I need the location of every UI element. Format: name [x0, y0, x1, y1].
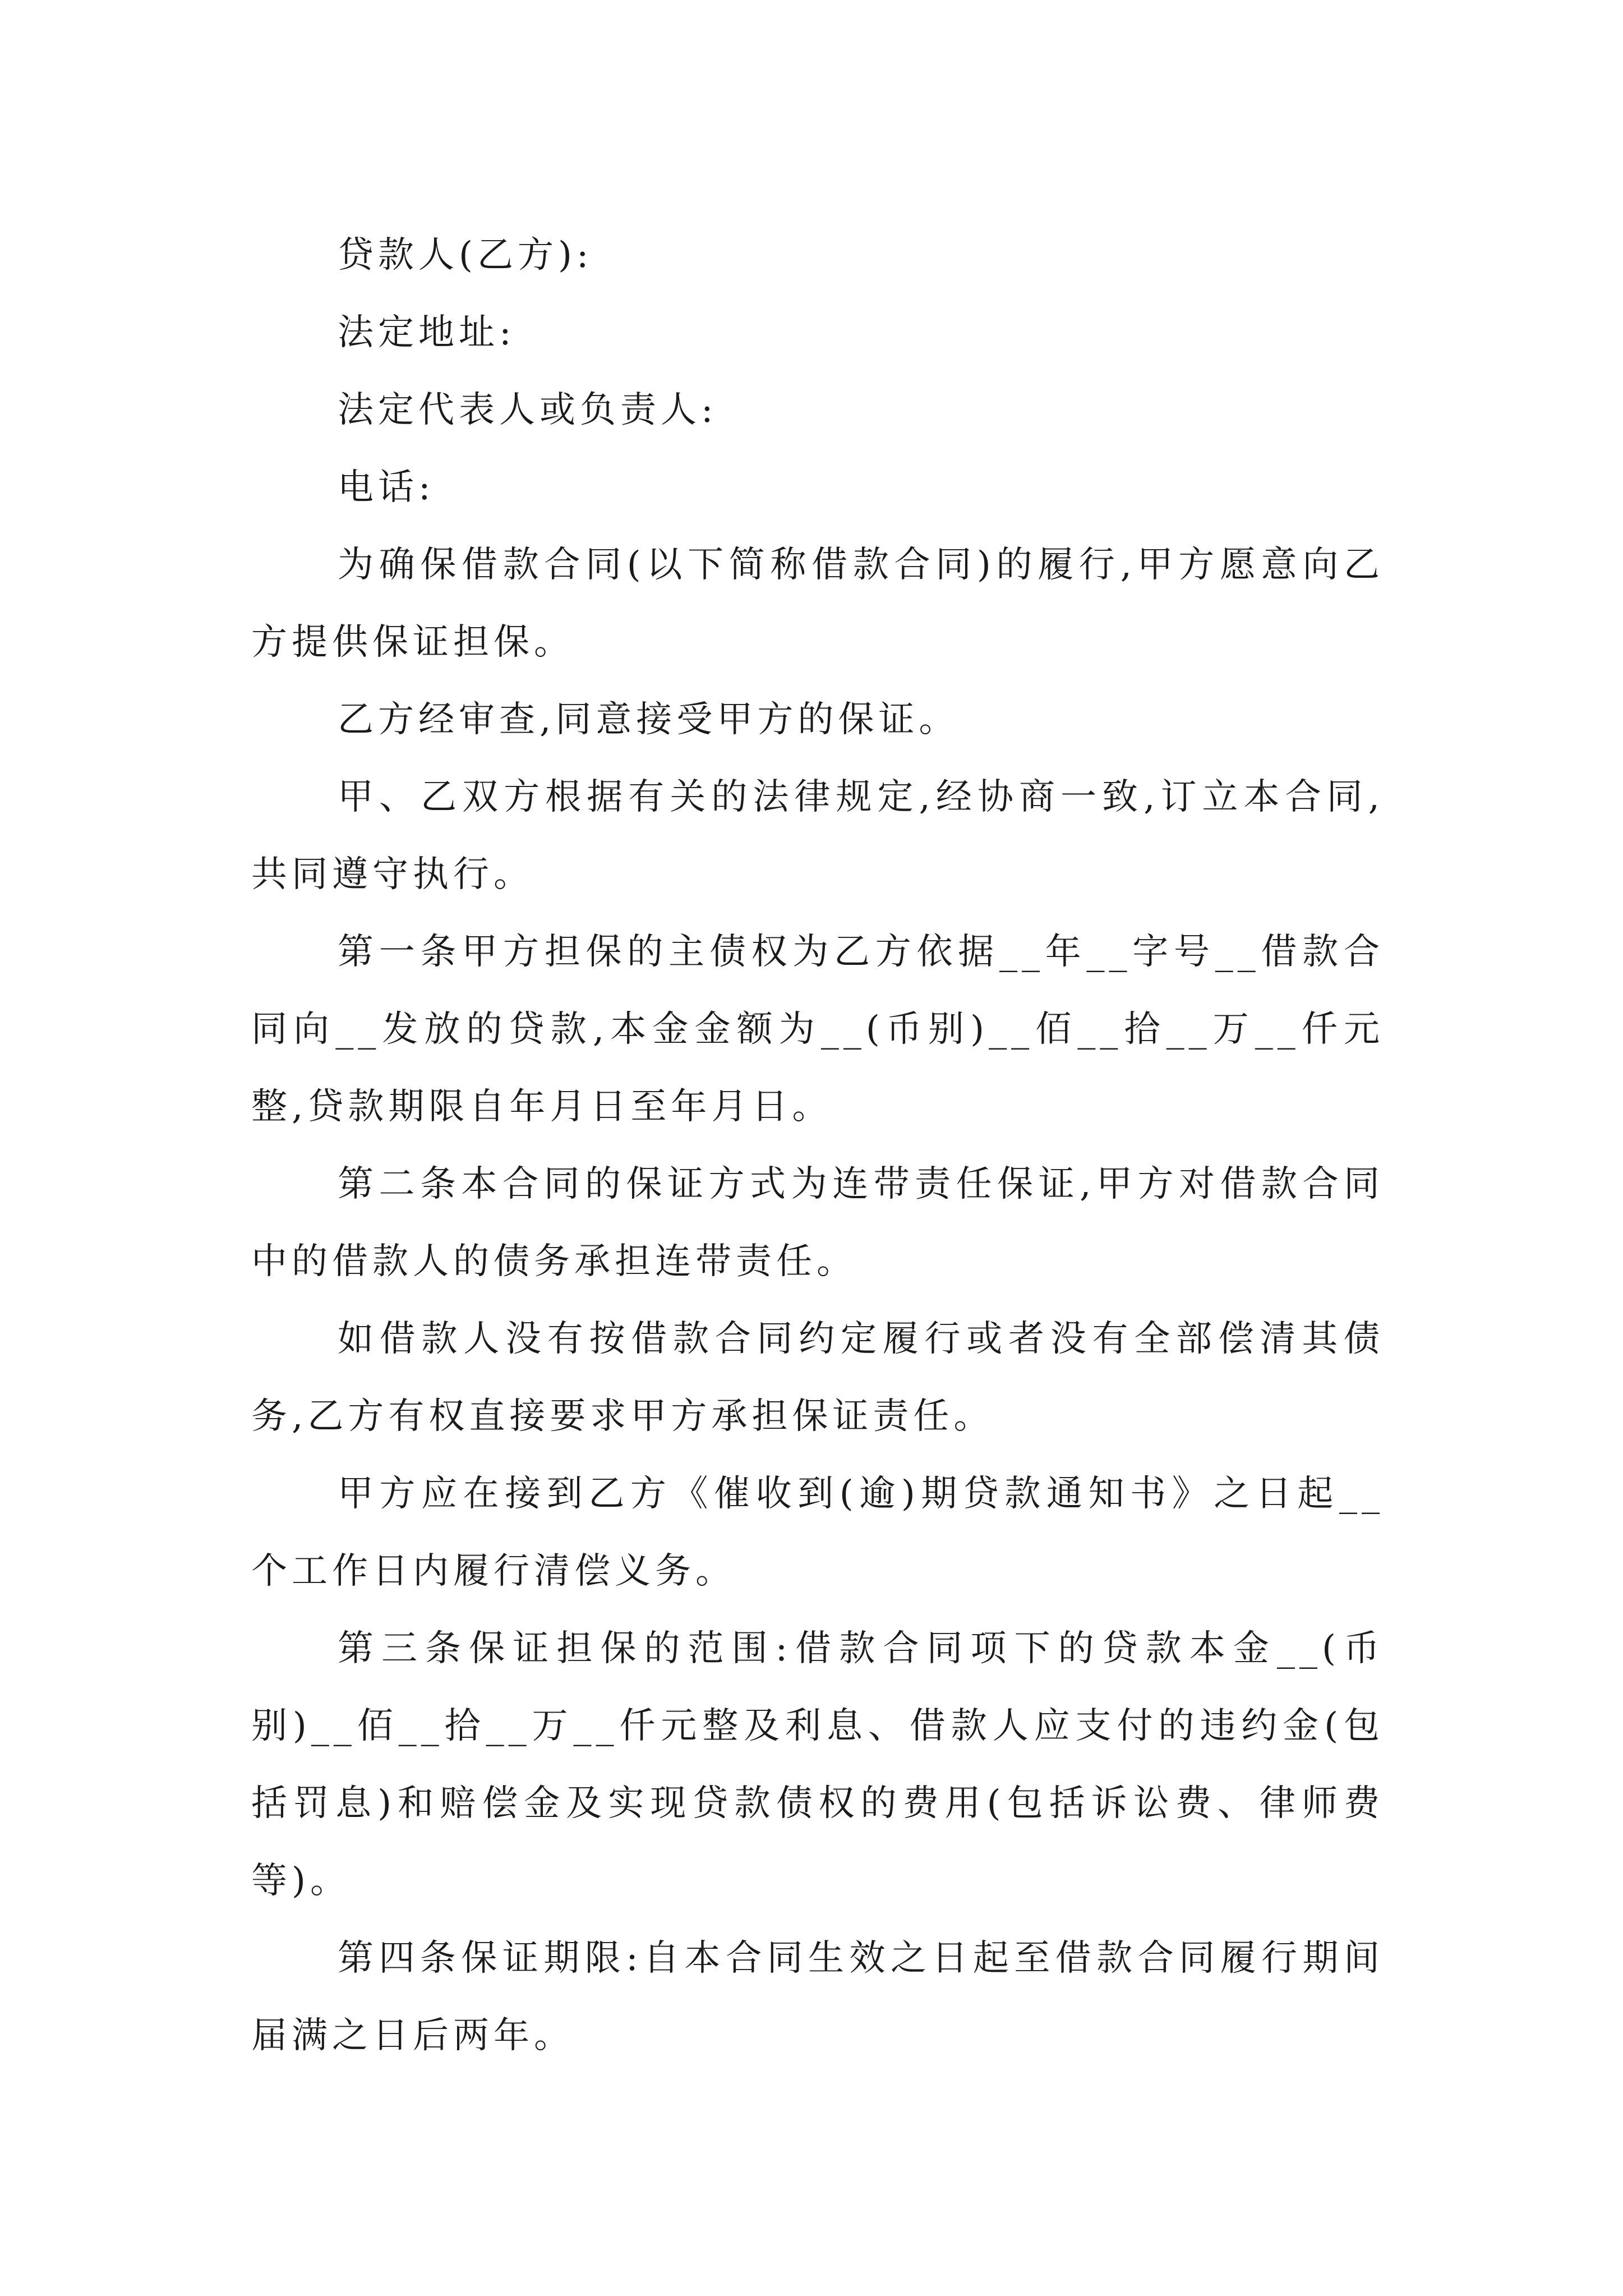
default-liability-paragraph: 如借款人没有按借款合同约定履行或者没有全部偿清其债务,乙方有权直接要求甲方承担保证责任。 [251, 1318, 1384, 1437]
article-2-paragraph: 第二条本合同的保证方式为连带责任保证,甲方对借款合同中的借款人的债务承担连带责任。 [251, 1163, 1384, 1282]
lender-label: 贷款人(乙方): [338, 234, 593, 276]
purpose-paragraph: 为确保借款合同(以下简称借款合同)的履行,甲方愿意向乙方提供保证担保。 [251, 544, 1384, 663]
legal-address-label: 法定地址: [338, 312, 516, 353]
article-3-paragraph: 第三条保证担保的范围:借款合同项下的贷款本金__(币别)__佰__拾__万__仟元整及利息、借款人应支付的违约金(包括罚息)和赔偿金及实现贷款债权的费用(包括诉讼费、律师费等)。 [251, 1628, 1384, 1902]
phone-label: 电话: [338, 467, 435, 508]
agreement-paragraph: 甲、乙双方根据有关的法律规定,经协商一致,订立本合同,共同遵守执行。 [251, 776, 1384, 895]
article-4-paragraph: 第四条保证期限:自本合同生效之日起至借款合同履行期间届满之日后两年。 [251, 1938, 1384, 2056]
acceptance-paragraph: 乙方经审查,同意接受甲方的保证。 [338, 699, 960, 740]
legal-representative-label: 法定代表人或负责人: [338, 389, 718, 431]
article-1-paragraph: 第一条甲方担保的主债权为乙方依据__年__字号__借款合同向__发放的贷款,本金金额为__(币别)__佰__拾__万__仟元整,贷款期限自年月日至年月日。 [251, 931, 1384, 1128]
document-body [251, 217, 1384, 2074]
repayment-deadline-paragraph: 甲方应在接到乙方《催收到(逾)期贷款通知书》之日起__个工作日内履行清偿义务。 [251, 1473, 1384, 1592]
